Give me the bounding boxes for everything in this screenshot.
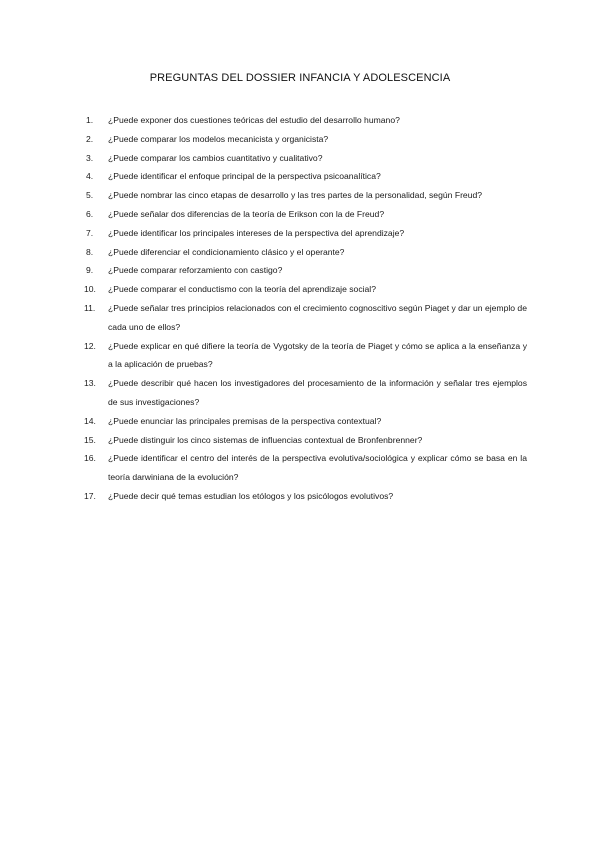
question-item (84, 431, 527, 450)
question-item (84, 167, 527, 186)
question-text: ¿Puede comparar los modelos mecanicista y organicista? (108, 133, 329, 144)
question-item (84, 261, 527, 280)
question-item (84, 130, 527, 149)
question-number: 10. (84, 284, 96, 295)
question-text: ¿Puede identificar el centro del interés de la perspectiva evolutiva/sociológica y explicar cómo se basa en la teoría darwiniana de la evolución? (108, 453, 527, 483)
question-number: 13. (84, 378, 96, 389)
question-item (84, 299, 527, 337)
question-number: 14. (84, 415, 96, 426)
question-item (84, 224, 527, 243)
question-text: ¿Puede distinguir los cinco sistemas de influencias contextual de Bronfenbrenner? (108, 434, 423, 445)
question-text: ¿Puede nombrar las cinco etapas de desarrollo y las tres partes de la personalidad, según Freud? (108, 190, 483, 201)
question-text: ¿Puede describir qué hacen los investigadores del procesamiento de la información y señalar tres ejemplos de sus investigaciones? (108, 378, 527, 407)
question-number: 5. (86, 190, 94, 201)
question-item (84, 412, 527, 431)
question-item (84, 280, 527, 299)
question-item (84, 243, 527, 262)
question-item (84, 111, 527, 130)
question-number: 11. (84, 302, 96, 313)
question-text: ¿Puede explicar en qué difiere la teoría de Vygotsky de la teoría de Piaget y cómo se aplica a la enseñanza y a la aplicación de pruebas? (108, 340, 527, 370)
question-item (84, 374, 527, 412)
question-item (84, 149, 527, 168)
question-number: 8. (86, 246, 94, 257)
question-text: ¿Puede comparar el conductismo con la teoría del aprendizaje social? (108, 284, 376, 295)
question-text: ¿Puede diferenciar el condicionamiento clásico y el operante? (108, 246, 345, 257)
question-number: 16. (84, 453, 96, 464)
question-item (84, 449, 527, 487)
question-text: ¿Puede exponer dos cuestiones teóricas del estudio del desarrollo humano? (108, 115, 400, 125)
question-text: ¿Puede identificar el enfoque principal de la perspectiva psicoanalítica? (108, 171, 381, 182)
question-text: ¿Puede comparar reforzamiento con castigo? (108, 265, 283, 276)
question-item (84, 337, 527, 375)
question-text: ¿Puede señalar tres principios relacionados con el crecimiento cognoscitivo según Piaget y dar un ejemplo de cada uno de ellos? (108, 302, 527, 332)
question-text: ¿Puede enunciar las principales premisas de la perspectiva contextual? (108, 415, 382, 426)
question-list (84, 111, 527, 506)
question-number: 15. (84, 434, 96, 445)
question-number: 12. (84, 340, 96, 351)
question-item (84, 186, 527, 205)
question-number: 9. (86, 265, 94, 276)
question-number: 2. (86, 133, 94, 144)
question-item (84, 205, 527, 224)
question-text: ¿Puede identificar los principales intereses de la perspectiva del aprendizaje? (108, 227, 405, 238)
question-number: 1. (86, 115, 94, 125)
question-number: 3. (86, 152, 94, 163)
question-number: 17. (84, 490, 96, 501)
question-text: ¿Puede comparar los cambios cuantitativo y cualitativo? (108, 152, 323, 163)
question-item (84, 487, 527, 506)
document-title: PREGUNTAS DEL DOSSIER INFANCIA Y ADOLESCENCIA (149, 72, 451, 84)
question-text: ¿Puede decir qué temas estudian los etólogos y los psicólogos evolutivos? (108, 490, 394, 501)
question-number: 7. (86, 227, 94, 238)
question-number: 4. (86, 171, 94, 182)
question-text: ¿Puede señalar dos diferencias de la teoría de Erikson con la de Freud? (108, 208, 385, 219)
question-number: 6. (86, 208, 94, 219)
